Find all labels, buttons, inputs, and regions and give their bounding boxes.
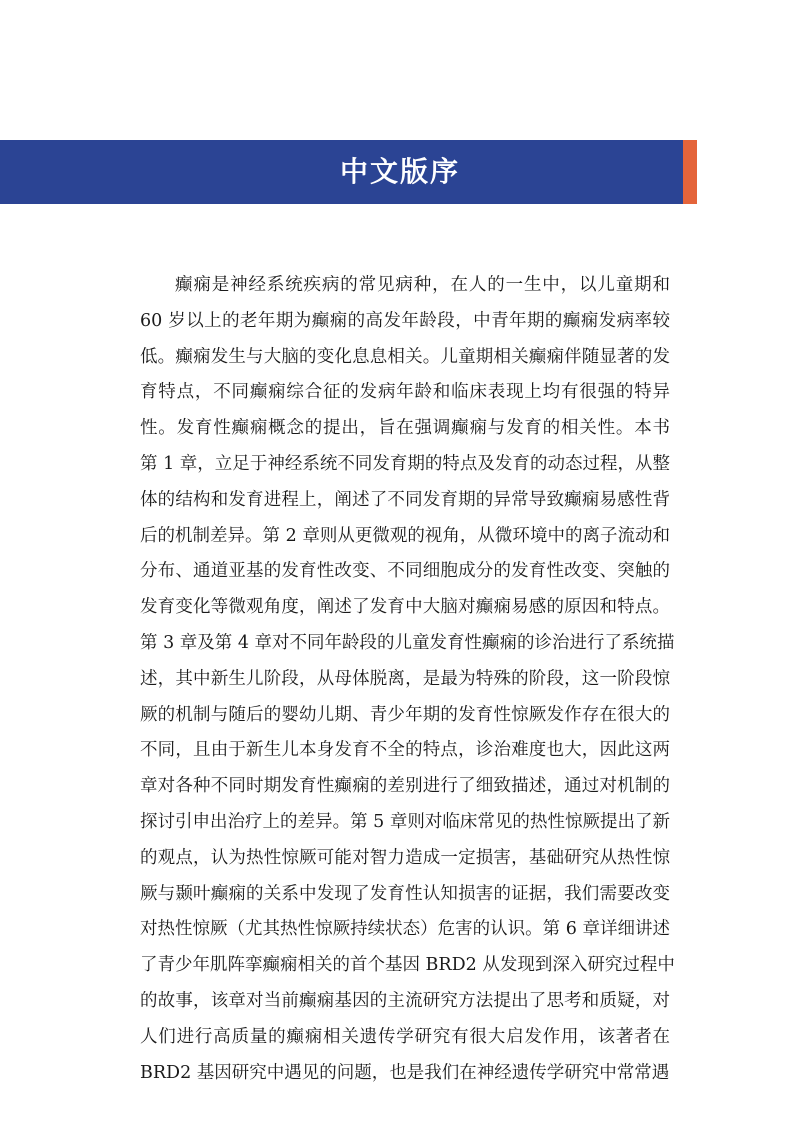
- text-line: 育特点，不同癫痫综合征的发病年龄和临床表现上均有很强的特异: [140, 382, 670, 403]
- text-line: 癫痫是神经系统疾病的常见病种，在人的一生中，以儿童期和: [175, 275, 670, 295]
- text-line: 厥与颞叶癫痫的关系中发现了发育性认知损害的证据，我们需要改变: [140, 883, 670, 904]
- body-text: [140, 268, 675, 1091]
- text-line: 不同，且由于新生儿本身发育不全的特点，诊治难度也大，因此这两: [140, 740, 670, 761]
- text-line: BRD2 基因研究中遇见的问题，也是我们在神经遗传学研究中常常遇: [140, 1062, 670, 1083]
- text-line: 后的机制差异。第 2 章则从更微观的视角，从微环境中的离子流动和: [140, 525, 670, 546]
- text-line: 述，其中新生儿阶段，从母体脱离，是最为特殊的阶段，这一阶段惊: [140, 668, 670, 689]
- text-line: 的观点，认为热性惊厥可能对智力造成一定损害，基础研究从热性惊: [140, 847, 670, 868]
- text-line: 的故事，该章对当前癫痫基因的主流研究方法提出了思考和质疑，对: [140, 990, 670, 1011]
- text-line: 人们进行高质量的癫痫相关遗传学研究有很大启发作用，该著者在: [140, 1026, 670, 1047]
- text-line: 探讨引申出治疗上的差异。第 5 章则对临床常见的热性惊厥提出了新: [140, 811, 670, 832]
- text-line: 60 岁以上的老年期为癫痫的高发年龄段，中青年期的癫痫发病率较: [140, 310, 670, 331]
- text-line: 了青少年肌阵挛癫痫相关的首个基因 BRD2 从发现到深入研究过程中: [140, 955, 675, 976]
- text-line: 发育变化等微观角度，阐述了发育中大脑对癫痫易感的原因和特点。: [140, 597, 670, 618]
- text-line: 性。发育性癫痫概念的提出，旨在强调癫痫与发育的相关性。本书: [140, 418, 670, 439]
- text-line: 章对各种不同时期发育性癫痫的差别进行了细致描述，通过对机制的: [140, 776, 670, 797]
- page-title: 中文版序: [339, 155, 460, 188]
- text-line: 分布、通道亚基的发育性改变、不同细胞成分的发育性改变、突触的: [140, 561, 670, 582]
- text-line: 第 1 章，立足于神经系统不同发育期的特点及发育的动态过程，从整: [140, 453, 670, 474]
- text-line: 第 3 章及第 4 章对不同年龄段的儿童发育性癫痫的诊治进行了系统描: [140, 632, 675, 653]
- text-line: 体的结构和发育进程上，阐述了不同发育期的异常导致癫痫易感性背: [140, 489, 670, 510]
- text-line: 低。癫痫发生与大脑的变化息息相关。儿童期相关癫痫伴随显著的发: [140, 346, 670, 367]
- text-line: 对热性惊厥（尤其热性惊厥持续状态）危害的认识。第 6 章详细讲述: [140, 919, 670, 940]
- text-line: 厥的机制与随后的婴幼儿期、青少年期的发育性惊厥发作存在很大的: [140, 704, 670, 725]
